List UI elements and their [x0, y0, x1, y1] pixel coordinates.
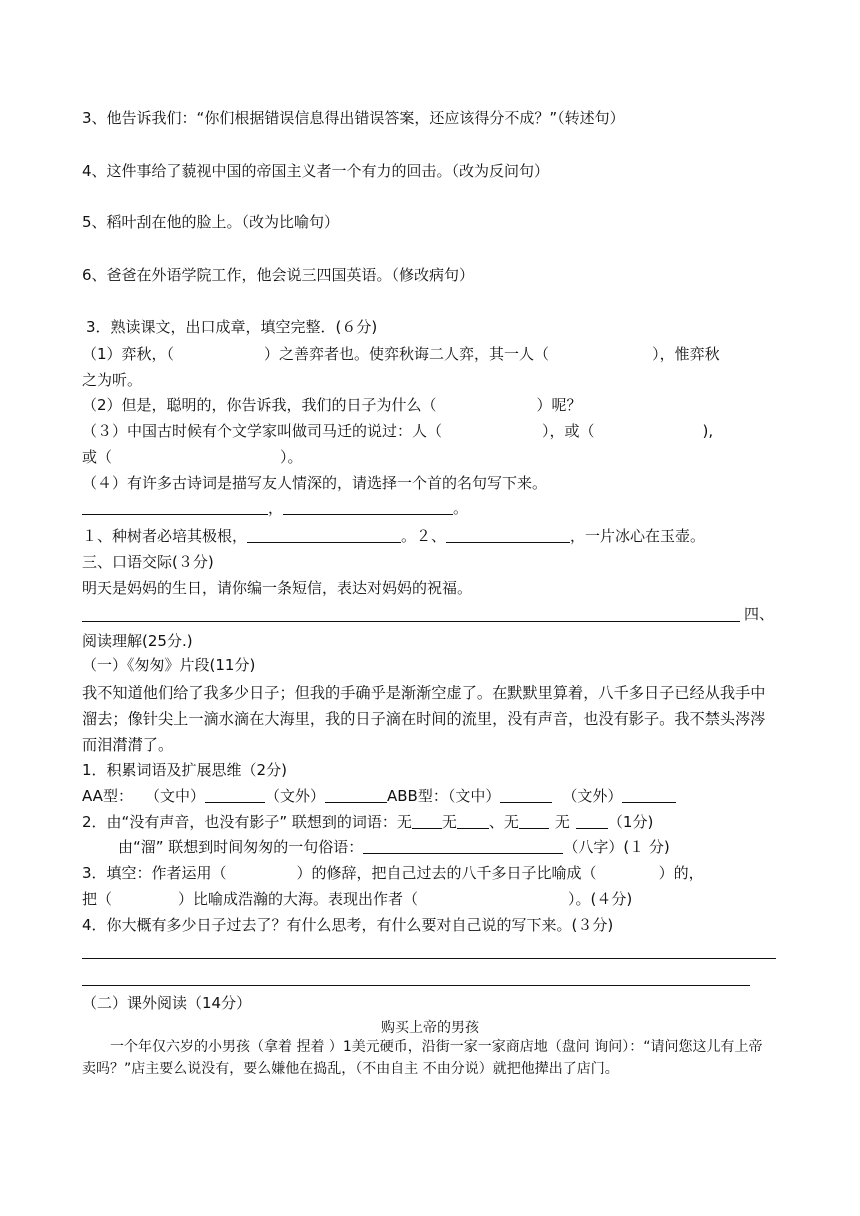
s3-3-part-b: ），或（	[542, 422, 595, 440]
s3-1-part-a: （1）弈秋，（	[82, 345, 175, 363]
section-4-heading: 阅读理解(25分.)	[82, 632, 193, 650]
reading-q2-b	[118, 837, 670, 857]
aa-out-label: （文外）	[264, 787, 325, 805]
answer-line-1[interactable]	[82, 958, 776, 959]
poem-blank-1[interactable]	[82, 498, 268, 515]
q2b-blank[interactable]	[363, 837, 563, 854]
poem-blank-2[interactable]	[283, 498, 453, 515]
q2-wu2: 无	[554, 813, 570, 831]
answer-line-2[interactable]	[82, 985, 750, 986]
comma: ，	[268, 499, 284, 517]
q3-b: ）的修辞，把自己过去的八千多日子比喻成（	[296, 864, 597, 882]
s3-2-part-a: （2）但是，聪明的，你告诉我，我们的日子为什么（	[82, 396, 437, 414]
question-5: 5、稻叶刮在他的脸上。（改为比喻句）	[82, 213, 340, 231]
question-4: 4、这件事给了藐视中国的帝国主义者一个有力的回击。（改为反问句）	[82, 162, 550, 180]
s3-line-3	[82, 421, 713, 441]
q3-a: 3．填空：作者运用（	[82, 864, 227, 882]
q2-blank-2[interactable]	[457, 812, 489, 829]
section-3-question: 明天是妈妈的生日，请你编一条短信，表达对妈妈的祝福。	[82, 579, 473, 597]
reading-q3	[82, 863, 704, 883]
reading-q1-blanks	[82, 786, 676, 806]
q3-f: ）。(４分)	[568, 890, 633, 908]
poem-1b: 。２、	[401, 527, 447, 545]
q2b-tail: （八字）(１ 分)	[563, 838, 670, 856]
s3-line-4: （４）有许多古诗词是描写友人情深的，请选择一个首的名句写下来。	[82, 474, 548, 492]
abb-out-label: （文外）	[562, 787, 623, 805]
poem-blank-3[interactable]	[247, 526, 401, 543]
answer-line-sms[interactable]	[82, 621, 740, 622]
section-3-title: 3．熟读课文，出口成章，填空完整．(６分)	[86, 318, 378, 336]
abb-out-blank[interactable]	[622, 786, 676, 803]
q3-c: ）的，	[658, 864, 704, 882]
q3-d: 把（	[82, 890, 113, 908]
aa-in-label: （文中）	[144, 787, 205, 805]
s3-3-part-e: ）。	[280, 448, 303, 466]
poem-line	[82, 526, 705, 546]
reading-q3-cont	[82, 889, 632, 909]
story-text: 一个年仅六岁的小男孩（拿着 捏着 ）1美元硬币，沿街一家一家商店地（盘问 询问）：“请问您这儿有上帝卖吗？”店主要么说没有，要么嫌他在捣乱，（不由自主 不由分说）就把他撵出了店门。	[82, 1039, 763, 1077]
abb-label: ABB型：（文中）	[386, 787, 501, 805]
aa-label: AA型：	[82, 787, 133, 805]
aa-out-blank[interactable]	[325, 786, 387, 803]
q2b-text: 由“溜” 联想到时间匆匆的一句俗语：	[118, 838, 364, 856]
reading-q2	[82, 812, 653, 832]
section-3-heading: 三、口语交际(３分)	[82, 553, 214, 571]
poem-1c: ，一片冰心在玉壶。	[570, 527, 706, 545]
period: 。	[453, 499, 469, 517]
q2-sep: 、无	[488, 813, 519, 831]
s3-1-part-c: ），惟弈秋	[652, 345, 720, 363]
q2-blank-4[interactable]	[576, 812, 608, 829]
s3-3-part-d: 或（	[82, 448, 113, 466]
reading-q1: 1．积累词语及扩展思维（2分)	[82, 761, 287, 779]
s3-line-1	[82, 344, 720, 364]
poem-1a: １、种树者必培其极根，	[82, 527, 248, 545]
story-title: 购买上帝的男孩	[381, 1020, 479, 1036]
s3-line-1-cont: 之为听。	[82, 371, 143, 389]
q2-blank-3[interactable]	[519, 812, 549, 829]
aa-in-blank[interactable]	[205, 786, 265, 803]
passage: 我不知道他们给了我多少日子；但我的手确乎是渐渐空虚了。在默默里算着，八千多日子已经从我手中溜去；像针尖上一滴水滴在大海里，我的日子滴在时间的流里，没有声音，也没有影子。我不禁头涔涔而泪潸潸了。	[82, 684, 766, 754]
s3-3-part-a: （３）中国古时候有个文学家叫做司马迁的说过：人（	[82, 422, 443, 440]
abb-in-blank[interactable]	[500, 786, 552, 803]
s3-2-part-b: ）呢？	[536, 396, 582, 414]
s3-line-4-blanks	[82, 498, 468, 518]
part-2-heading: （二）课外阅读（14分）	[82, 994, 252, 1012]
reading-q4: 4．你大概有多少日子过去了？有什么思考，有什么要对自己说的写下来。(３分)	[82, 916, 614, 934]
part-1-heading: （一）《匆匆》片段(11分)	[82, 656, 256, 674]
q3-e: ）比喻成浩瀚的大海。表现出作者（	[178, 890, 419, 908]
section-4-label: 四、	[744, 605, 775, 623]
question-6: 6、爸爸在外语学院工作，他会说三四国英语。（修改病句）	[82, 266, 475, 284]
s3-line-2	[82, 395, 582, 415]
q2-score: （1分)	[607, 813, 654, 831]
q2-wu: 无	[441, 813, 457, 831]
s3-3-part-c: ),	[702, 422, 714, 440]
question-3: 3、他告诉我们：“你们根据错误信息得出错误答案，还应该得分不成？”（转述句）	[82, 109, 625, 127]
q2-blank-1[interactable]	[412, 812, 442, 829]
s3-1-part-b: ）之善弈者也。使弈秋诲二人弈，其一人（	[264, 345, 550, 363]
s3-line-3-cont	[82, 447, 303, 467]
poem-blank-4[interactable]	[446, 526, 570, 543]
q2-text: 2．由“没有声音，也没有影子” 联想到的词语：无	[82, 813, 412, 831]
